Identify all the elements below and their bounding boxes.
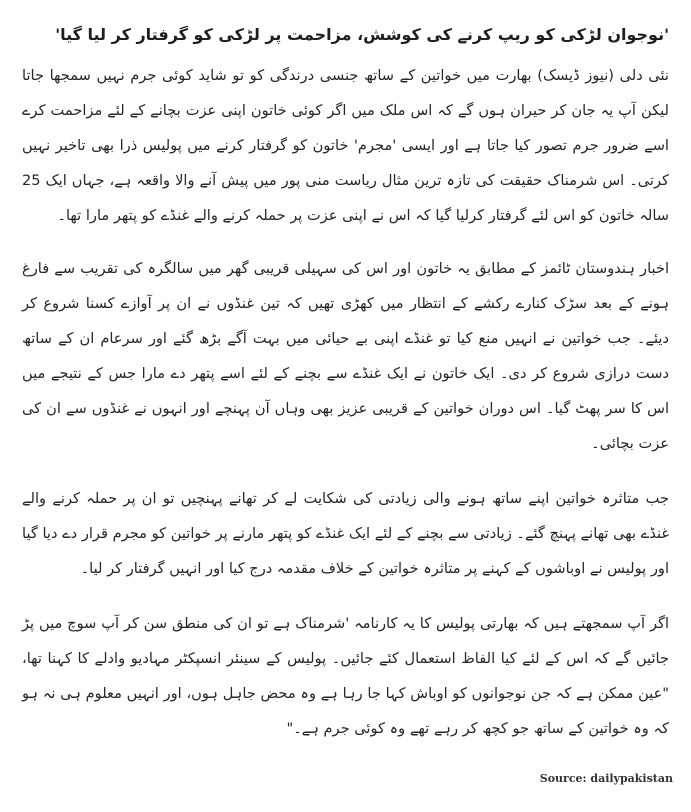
source-credit: Source: dailypakistan xyxy=(539,772,673,785)
article-paragraph-1: نئی دلی (نیوز ڈیسک) بھارت میں خواتین کے ساتھ جنسی درندگی کو تو شاید کوئی جرم نہیں سمجھا جاتا لیکن آپ یہ جان کر حیران ہوں گے کہ اس ملک میں اگر کوئی خاتون اپنی عزت بچانے کے لئے مزاحمت کرے اسے ضرور جرم تصور کیا جاتا ہے اور ایسی 'مجرم' خاتون کو گرفتار کرنے میں پولیس ذرا بھی تاخیر نہیں کرتی۔ اس شرمناک حقیقت کی تازہ ترین مثال ریاست منی پور میں پیش آنے والا واقعہ ہے، جہاں ایک 25 سالہ خاتون کو اس لئے گرفتار کرلیا گیا کہ اس نے اپنی عزت پر حملہ کرنے والے غنڈے کو پتھر مارا تھا۔ xyxy=(22,67,669,224)
article-paragraph-2: اخبار ہندوستان ٹائمز کے مطابق یہ خاتون اور اس کی سہیلی قریبی گھر میں سالگرہ کی تقریب سے فارغ ہونے کے بعد سڑک کنارے رکشے کے انتظار میں کھڑی تھیں کہ تین غنڈوں نے ان پر آوازے کسنا شروع کر دیئے۔ جب خواتین نے انہیں منع کیا تو غنڈے اپنی بے حیائی میں بہت آگے بڑھ گئے اور سرعام ان کے ساتھ دست درازی شروع کر دی۔ ایک خاتون نے ایک غنڈے سے بچنے کے لئے اسے پتھر دے مارا جس کے نتیجے میں اس کا سر پھٹ گیا۔ اس دوران خواتین کے قریبی عزیز بھی وہاں آن پہنچے اور انہوں نے غنڈوں سے ان کی عزت بچائی۔ xyxy=(22,260,669,452)
article-headline: 'نوجوان لڑکی کو ریپ کرنے کی کوشش، مزاحمت پر لڑکی کو گرفتار کر لیا گیا' xyxy=(55,25,669,44)
article-paragraph-4: اگر آپ سمجھتے ہیں کہ بھارتی پولیس کا یہ کارنامہ 'شرمناک ہے تو ان کی منطق سن کر آپ سوچ میں پڑ جائیں گے کہ اس کے لئے کیا الفاظ استعمال کئے جائیں۔ پولیس کے سینئر انسپکٹر مہادیو وادلے کا کہنا تھا، "عین ممکن ہے کہ جن نوجوانوں کو اوباش کہا جا رہا ہے وہ محض جاہل ہوں، اور انہیں معلوم ہی نہ ہو کہ وہ خواتین کے ساتھ جو کچھ کر رہے تھے وہ کوئی جرم ہے۔" xyxy=(22,615,669,737)
article-paragraph-3: جب متاثرہ خواتین اپنے ساتھ ہونے والی زیادتی کی شکایت لے کر تھانے پہنچیں تو ان پر حملہ کرنے والے غنڈے بھی تھانے پہنچ گئے۔ زیادتی سے بچنے کے لئے ایک غنڈے کو پتھر مارنے پر خواتین کو مجرم قرار دے دیا گیا اور پولیس نے اوباشوں کے کہنے پر متاثرہ خواتین کے خلاف مقدمہ درج کیا اور انہیں گرفتار کر لیا۔ xyxy=(22,490,669,577)
